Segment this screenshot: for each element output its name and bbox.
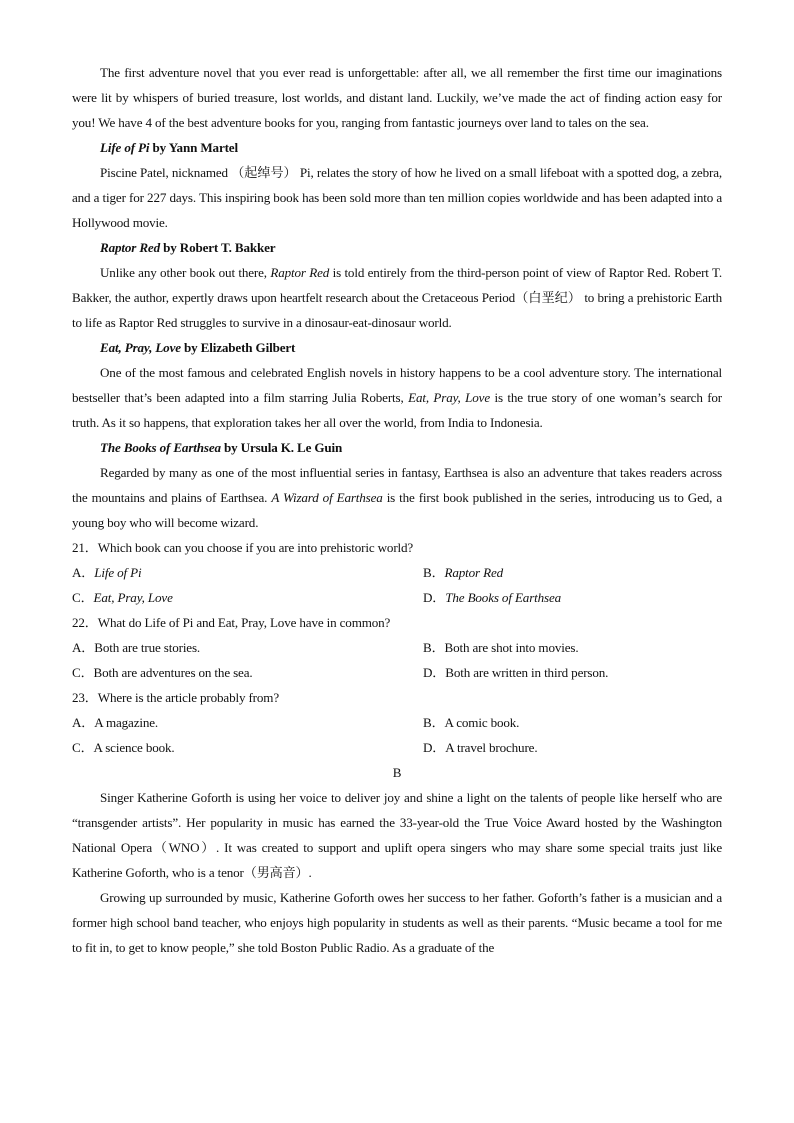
book-description-eat-pray-love: [72, 360, 722, 435]
option-c: C．Eat, Pray, Love: [72, 590, 173, 605]
book-title: Raptor Red: [100, 240, 160, 255]
passage-b-label: B: [392, 765, 402, 780]
passage-b-paragraph: Growing up surrounded by music, Katherine Goforth owes her success to her father. Goforth’s father is a musician and a former high school band teacher, who enjoys high popularity in students as well as their parents. “Music became a tool for me to fit in, to get to know people,” she told Boston Public Radio. As a graduate of the: [72, 890, 722, 955]
book-heading-eat-pray-love: [72, 335, 722, 360]
option-c: C．A science book.: [72, 740, 175, 755]
option-d: D．The Books of Earthsea: [423, 590, 562, 605]
book-description-life-of-pi: Piscine Patel, nicknamed （起绰号） Pi, relates the story of how he lived on a small lifeboat with a spotted dog, a zebra, and a tiger for 227 days. This inspiring book has been sold more than ten million copies worldwide and has been adapted into a Hollywood movie.: [72, 165, 722, 230]
book-heading-life-of-pi: [72, 135, 722, 160]
book-author: by Robert T. Bakker: [159, 240, 276, 255]
book-description-raptor-red: [72, 260, 722, 335]
book-author: by Yann Martel: [149, 140, 238, 155]
book-heading-earthsea: [72, 435, 722, 460]
book-title: Life of Pi: [100, 140, 150, 155]
book-heading-raptor-red: [72, 235, 722, 260]
description-text: Regarded by many as one of the most influential series in fantasy, Earthsea is also an adventure that takes readers across the mountains and plains of Earthsea.: [72, 465, 722, 505]
description-italic-title: Raptor Red: [270, 265, 330, 280]
book-title: The Books of Earthsea: [100, 440, 221, 455]
question-22-stem: 22．What do Life of Pi and Eat, Pray, Love have in common?: [72, 615, 391, 630]
option-a: A．Life of Pi: [72, 565, 142, 580]
description-text: is the true story of one woman’s search for truth. As it so happens, that exploration takes her all over the world, from India to Indonesia.: [72, 390, 723, 430]
description-text: is told entirely from the third-person point of view of Raptor Red. Robert T. Bakker, the author, expertly draws upon heartfelt research about the Cretaceous Period（白垩纪） to bring a prehistoric Earth to life as Raptor Red struggles to survive in a dinosaur-eat-dinosaur world.: [72, 265, 722, 330]
intro-paragraph: The first adventure novel that you ever read is unforgettable: after all, we all remember the first time our imaginations were lit by whispers of buried treasure, lost worlds, and distant land. Luckily, we’ve made the act of finding action easy for you! We have 4 of the best adventure books for you, ranging from fantastic journeys over land to tales on the sea.: [72, 65, 722, 130]
option-a: A．A magazine.: [72, 715, 159, 730]
question-21-stem: 21．Which book can you choose if you are into prehistoric world?: [72, 540, 414, 555]
book-author: by Elizabeth Gilbert: [180, 340, 296, 355]
question-23-options: [72, 710, 722, 760]
description-text: is the first book published in the series, introducing us to Ged, a young boy who will become wizard.: [72, 490, 722, 530]
option-b: B．A comic book.: [423, 715, 520, 730]
question-23-stem: 23．Where is the article probably from?: [72, 690, 279, 705]
question-22-options: [72, 635, 722, 685]
document-page: [72, 60, 722, 960]
book-author: by Ursula K. Le Guin: [220, 440, 343, 455]
description-text: One of the most famous and celebrated English novels in history happens to be a cool adventure story. The international bestseller that’s been adapted into a film starring Julia Roberts,: [72, 365, 722, 405]
description-italic-title: Eat, Pray, Love: [408, 390, 490, 405]
description-italic-title: A Wizard of Earthsea: [271, 490, 383, 505]
book-title: Eat, Pray, Love: [100, 340, 181, 355]
option-d: D．Both are written in third person.: [423, 665, 609, 680]
description-text: Unlike any other book out there,: [100, 265, 271, 280]
option-d: D．A travel brochure.: [423, 740, 538, 755]
question-21-options: [72, 560, 722, 610]
option-b: B．Raptor Red: [423, 565, 504, 580]
option-c: C．Both are adventures on the sea.: [72, 665, 253, 680]
book-description-earthsea: [72, 460, 722, 535]
option-a: A．Both are true stories.: [72, 640, 201, 655]
option-b: B．Both are shot into movies.: [423, 640, 579, 655]
passage-b-paragraph: Singer Katherine Goforth is using her voice to deliver joy and shine a light on the talents of people like herself who are “transgender artists”. Her popularity in music has earned the 33-year-old the True Voice Award hosted by the Washington National Opera（WNO）. It was created to support and uplift opera singers who may share some special traits just like Katherine Goforth, who is a tenor（男高音）.: [72, 790, 722, 880]
